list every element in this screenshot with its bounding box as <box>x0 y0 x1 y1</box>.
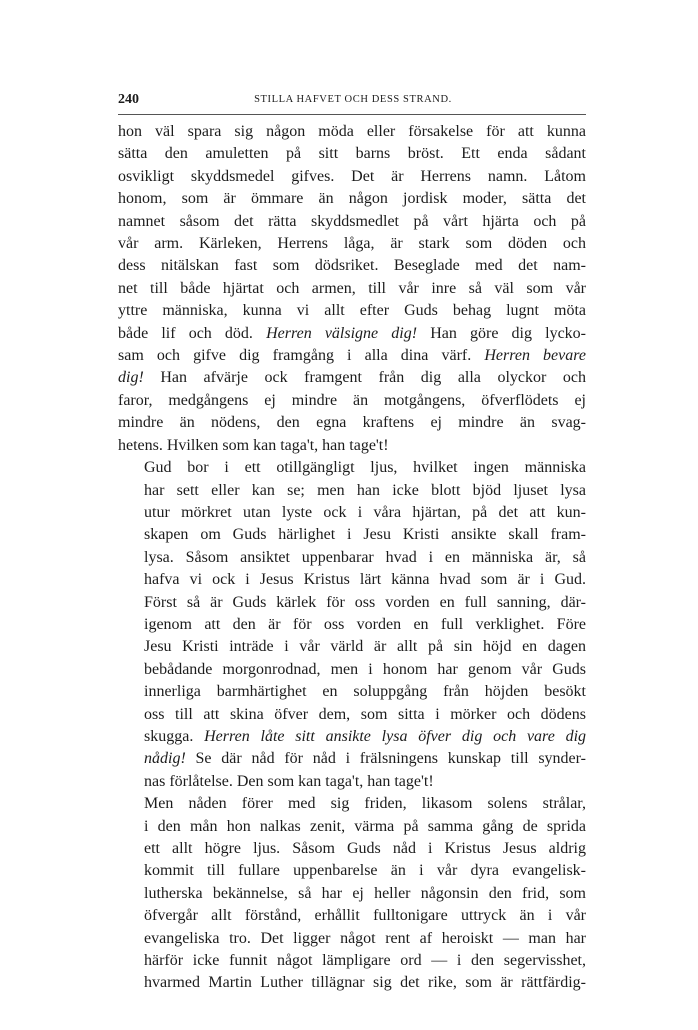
text-line: igenom att den är för oss vorden en full verklighet. Före <box>144 615 586 633</box>
text-line: hvarmed Martin Luther tillägnar sig det rike, som är rättfärdig- <box>144 974 586 992</box>
italic-blessing: Herren bevare <box>484 347 586 365</box>
page-header <box>118 92 588 112</box>
text-line: innerliga barmhärtighet en soluppgång från höjden besökt <box>144 683 586 701</box>
text-line: nas förlåtelse. Den som kan taga't, han tage't! <box>144 772 434 790</box>
italic-blessing: Herren låte sitt ansikte lysa öfver dig och vare dig <box>204 727 587 745</box>
text-line <box>118 323 586 345</box>
text-run: både lif och död. <box>118 324 253 342</box>
header-rule <box>118 114 586 115</box>
text-line <box>118 726 586 748</box>
text-line: har sett eller kan se; men han icke blott bjöd ljuset lysa <box>144 481 586 499</box>
page-number: 240 <box>118 92 139 107</box>
italic-blessing: nådig! <box>144 750 186 768</box>
text-line: i den mån hon nalkas zenit, värma på samma gång de sprida <box>144 817 586 835</box>
italic-blessing: Herren välsigne dig! <box>266 324 418 342</box>
text-line: Gud bor i ett otillgängligt ljus, hvilket ingen människa <box>144 459 586 477</box>
text-line: hafva vi ock i Jesus Kristus lärt känna hvad som är i Gud. <box>144 571 586 589</box>
text-line: osvikligt skyddsmedel gifves. Det är Herrens namn. Låtom <box>118 167 586 185</box>
text-line <box>118 345 586 367</box>
text-line: utur mörkret utan lyste ock i våra hjärtan, på det att kun- <box>144 503 586 521</box>
text-line: net till både hjärtat och armen, till vår inre så väl som vår <box>118 279 586 297</box>
text-line: lutherska bekännelse, så har ej heller någonsin den frid, som <box>144 884 586 902</box>
text-line: skapen om Guds härlighet i Jesu Kristi ansikte skall fram- <box>144 526 586 544</box>
text-line: Men nåden förer med sig friden, likasom solens strålar, <box>144 795 586 813</box>
text-line: härför icke funnit något lämpligare ord — i den segervisshet, <box>144 952 586 970</box>
text-run: skugga. <box>144 727 194 745</box>
text-line: Jesu Kristi inträde i vår värld är allt på sin höjd en dagen <box>144 638 586 656</box>
text-line <box>118 748 586 770</box>
text-line: oss till att skina öfver dem, som sitta i mörker och dödens <box>144 705 586 723</box>
text-run: Se där nåd för nåd i frälsningens kunskap till synder- <box>195 750 586 768</box>
text-run: sam och gifve dig framgång i alla dina värf. <box>118 347 472 365</box>
text-line <box>118 367 586 389</box>
text-line: mindre än nödens, den egna kraftens ej mindre än svag- <box>118 414 586 432</box>
text-line: honom, som är ömmare än någon jordisk moder, sätta det <box>118 190 586 208</box>
body-text <box>118 121 586 995</box>
paragraph-2 <box>118 457 586 793</box>
text-run: Han afvärje ock framgent från dig alla olyckor och <box>160 369 587 387</box>
text-line: yttre människa, kunna vi allt efter Guds behag lugnt möta <box>118 302 586 320</box>
text-line: Först så är Guds kärlek för oss vorden en full sanning, där- <box>144 593 586 611</box>
text-line: hon väl spara sig någon möda eller försakelse för att kunna <box>118 123 586 140</box>
text-line: faror, medgångens ej mindre än motgångens, öfverflödets ej <box>118 391 586 409</box>
running-title: STILLA HAFVET OCH DESS STRAND. <box>254 94 452 105</box>
paragraph-1 <box>118 121 586 457</box>
text-run: Han göre dig lycko- <box>430 324 587 342</box>
paragraph-3 <box>118 793 586 995</box>
text-line: sätta den amuletten på sitt barns bröst. Ett enda sådant <box>118 145 586 163</box>
text-line: lysa. Såsom ansiktet uppenbarar hvad i en människa är, så <box>144 548 586 566</box>
text-line: öfvergår allt förstånd, erhållit fulltonigare uttryck än i vår <box>144 907 586 925</box>
text-line: evangeliska tro. Det ligger något rent af heroiskt — man har <box>144 929 586 947</box>
text-line: kommit till fullare uppenbarelse än i vår dyra evangelisk- <box>144 862 586 880</box>
text-line: bebådande morgonrodnad, men i honom har genom vår Guds <box>144 660 586 678</box>
text-line: hetens. Hvilken som kan taga't, han tage't! <box>118 436 389 454</box>
text-line: dess nitälskan fast som dödsriket. Beseglade med det nam- <box>118 257 586 275</box>
text-line: ett allt högre ljus. Såsom Guds nåd i Kristus Jesus aldrig <box>144 840 586 857</box>
italic-blessing: dig! <box>118 369 144 387</box>
text-line: vår arm. Kärleken, Herrens låga, är stark som döden och <box>118 235 586 253</box>
text-line: namnet såsom det rätta skyddsmedlet på vårt hjärta och på <box>118 212 586 230</box>
